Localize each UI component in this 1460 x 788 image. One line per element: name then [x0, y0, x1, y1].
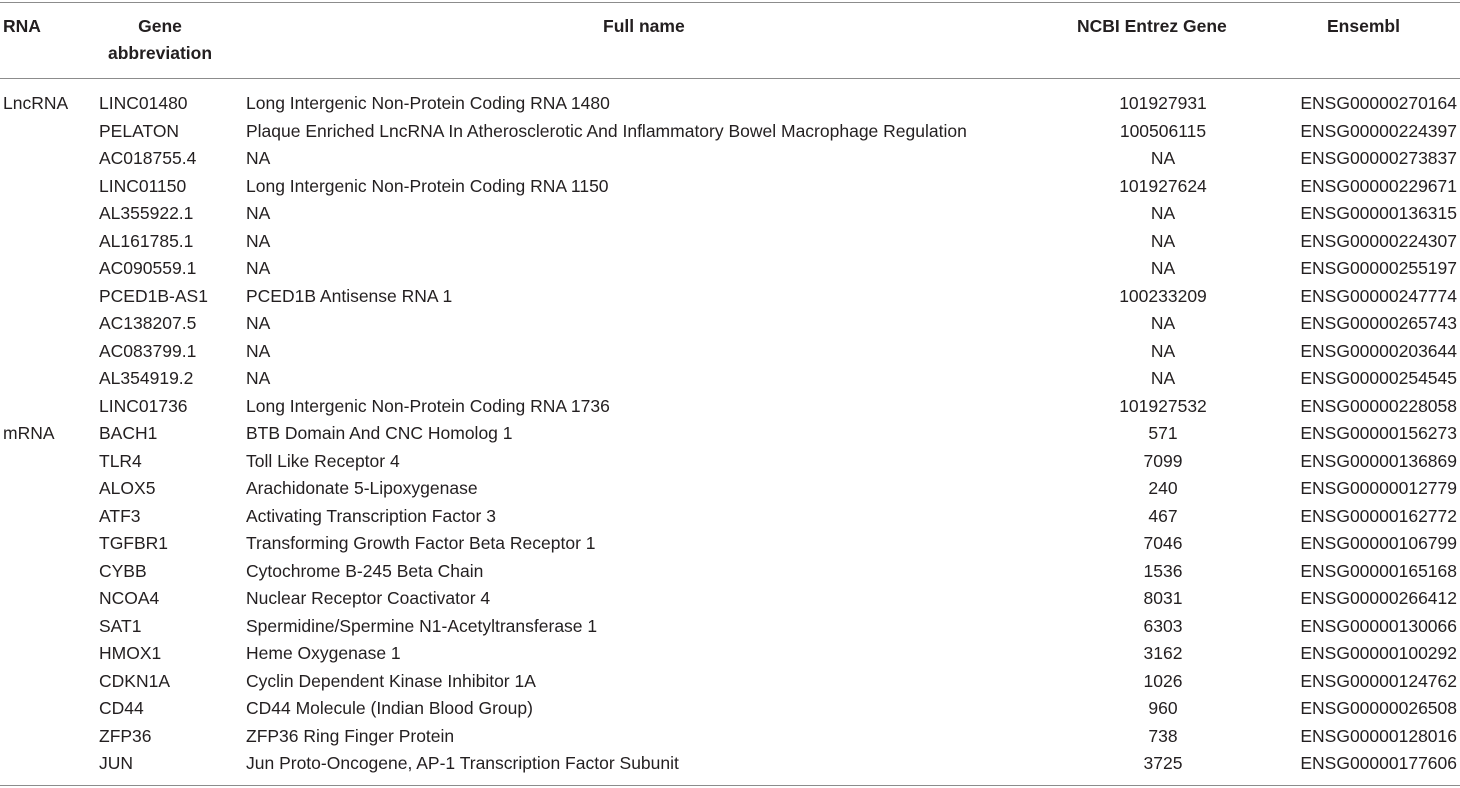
table-row [0, 173, 1460, 201]
cell-full-name: Spermidine/Spermine N1-Acetyltransferase 1 [246, 615, 598, 636]
cell-gene-abbreviation: AL354919.2 [99, 368, 194, 388]
table-row [0, 420, 1460, 448]
cell-ensembl: ENSG00000177606 [1300, 753, 1457, 773]
table-row [0, 365, 1460, 393]
cell-full-name: Long Intergenic Non-Protein Coding RNA 1150 [246, 175, 609, 196]
cell-ensembl: ENSG00000165168 [1300, 560, 1457, 581]
cell-ncbi-entrez-gene: 571 [1148, 423, 1178, 443]
cell-gene-abbreviation: PCED1B-AS1 [99, 285, 208, 306]
cell-full-name: NA [246, 258, 271, 278]
cell-full-name: Toll Like Receptor 4 [246, 450, 400, 471]
cell-ensembl: ENSG00000100292 [1300, 643, 1457, 663]
cell-full-name: CD44 Molecule (Indian Blood Group) [246, 698, 533, 718]
cell-ncbi-entrez-gene: 467 [1148, 505, 1178, 526]
cell-ensembl: ENSG00000228058 [1300, 395, 1457, 416]
cell-ensembl: ENSG00000266412 [1300, 588, 1457, 608]
cell-ncbi-entrez-gene: 101927532 [1119, 395, 1207, 416]
table-row [0, 200, 1460, 228]
cell-gene-abbreviation: NCOA4 [99, 588, 160, 608]
cell-gene-abbreviation: TLR4 [99, 450, 142, 471]
table-row [0, 145, 1460, 173]
header-ensembl: Ensembl [1327, 16, 1400, 36]
table-row [0, 255, 1460, 283]
cell-ensembl: ENSG00000224307 [1300, 230, 1457, 251]
cell-gene-abbreviation: LINC01150 [99, 175, 187, 196]
cell-gene-abbreviation: ATF3 [99, 505, 141, 526]
cell-ncbi-entrez-gene: 7046 [1143, 533, 1183, 553]
cell-ncbi-entrez-gene: 960 [1148, 698, 1178, 718]
cell-ncbi-entrez-gene: 1026 [1143, 670, 1183, 691]
cell-ncbi-entrez-gene: 738 [1148, 725, 1178, 746]
table-row [0, 640, 1460, 668]
cell-gene-abbreviation: CD44 [99, 698, 144, 718]
cell-ensembl: ENSG00000229671 [1300, 175, 1457, 196]
cell-ensembl: ENSG00000270164 [1300, 93, 1457, 113]
cell-ensembl: ENSG00000106799 [1300, 533, 1457, 553]
cell-gene-abbreviation: AC138207.5 [99, 313, 197, 333]
cell-ensembl: ENSG00000136315 [1300, 203, 1457, 223]
cell-full-name: BTB Domain And CNC Homolog 1 [246, 423, 513, 443]
table-row [0, 393, 1460, 421]
cell-full-name: Arachidonate 5-Lipoxygenase [246, 478, 478, 498]
cell-ncbi-entrez-gene: NA [1150, 340, 1176, 361]
cell-ensembl: ENSG00000203644 [1300, 340, 1457, 361]
cell-full-name: NA [246, 203, 271, 223]
cell-gene-abbreviation: AC083799.1 [99, 340, 197, 361]
cell-gene-abbreviation: BACH1 [99, 423, 158, 443]
cell-ncbi-entrez-gene: 1536 [1143, 560, 1183, 581]
cell-gene-abbreviation: JUN [99, 753, 134, 773]
cell-ensembl: ENSG00000026508 [1300, 698, 1457, 718]
cell-ensembl: ENSG00000130066 [1300, 615, 1457, 636]
cell-ncbi-entrez-gene: NA [1150, 368, 1176, 388]
cell-full-name: Cyclin Dependent Kinase Inhibitor 1A [246, 670, 536, 691]
cell-gene-abbreviation: CDKN1A [99, 670, 170, 691]
cell-ncbi-entrez-gene: 100506115 [1119, 120, 1207, 141]
cell-ensembl: ENSG00000162772 [1300, 505, 1457, 526]
cell-ensembl: ENSG00000273837 [1300, 148, 1457, 168]
table-body [0, 90, 1460, 778]
table-row [0, 613, 1460, 641]
table-row [0, 338, 1460, 366]
cell-gene-abbreviation: AC018755.4 [99, 148, 197, 168]
table-row [0, 475, 1460, 503]
table-row [0, 695, 1460, 723]
cell-ncbi-entrez-gene: 240 [1148, 478, 1178, 498]
cell-full-name: Long Intergenic Non-Protein Coding RNA 1736 [246, 395, 610, 416]
table-bottom-rule [0, 785, 1460, 786]
cell-full-name: Cytochrome B-245 Beta Chain [246, 560, 484, 581]
cell-ncbi-entrez-gene: 101927624 [1119, 175, 1207, 196]
cell-gene-abbreviation: AC090559.1 [99, 258, 197, 278]
cell-ensembl: ENSG00000136869 [1300, 450, 1457, 471]
cell-gene-abbreviation: PELATON [99, 120, 180, 141]
cell-ensembl: ENSG00000124762 [1300, 670, 1457, 691]
table-row [0, 228, 1460, 256]
table-row [0, 90, 1460, 118]
table-row [0, 668, 1460, 696]
header-gene-abbreviation-line1: Gene [138, 16, 182, 36]
cell-ncbi-entrez-gene: NA [1150, 313, 1176, 333]
table-header-rule [0, 78, 1460, 79]
cell-full-name: Long Intergenic Non-Protein Coding RNA 1480 [246, 93, 610, 113]
cell-gene-abbreviation: AL161785.1 [99, 230, 194, 251]
cell-ncbi-entrez-gene: 101927931 [1119, 93, 1207, 113]
cell-gene-abbreviation: LINC01480 [99, 93, 188, 113]
table-row [0, 448, 1460, 476]
cell-ensembl: ENSG00000247774 [1300, 285, 1457, 306]
header-ncbi-entrez-gene: NCBI Entrez Gene [1077, 16, 1227, 36]
cell-gene-abbreviation: HMOX1 [99, 643, 162, 663]
table-row [0, 310, 1460, 338]
cell-full-name: NA [246, 340, 271, 361]
cell-ensembl: ENSG00000224397 [1300, 120, 1457, 141]
cell-ensembl: ENSG00000254545 [1300, 368, 1457, 388]
cell-gene-abbreviation: TGFBR1 [99, 533, 169, 553]
table-row [0, 283, 1460, 311]
cell-ncbi-entrez-gene: 100233209 [1119, 285, 1207, 306]
table-row [0, 750, 1460, 778]
cell-full-name: NA [246, 148, 271, 168]
cell-full-name: Plaque Enriched LncRNA In Atherosclerotic And Inflammatory Bowel Macrophage Regulation [246, 120, 967, 141]
table-row [0, 503, 1460, 531]
cell-full-name: NA [246, 368, 271, 388]
cell-full-name: NA [246, 230, 271, 251]
cell-full-name: PCED1B Antisense RNA 1 [246, 285, 453, 306]
cell-rna-type: LncRNA [3, 93, 69, 113]
cell-ensembl: ENSG00000156273 [1300, 423, 1457, 443]
cell-ncbi-entrez-gene: NA [1150, 203, 1176, 223]
cell-gene-abbreviation: CYBB [99, 560, 147, 581]
cell-ncbi-entrez-gene: 8031 [1143, 588, 1183, 608]
cell-full-name: ZFP36 Ring Finger Protein [246, 725, 455, 746]
cell-gene-abbreviation: LINC01736 [99, 395, 188, 416]
cell-rna-type: mRNA [3, 423, 55, 443]
table-row [0, 118, 1460, 146]
cell-full-name: NA [246, 313, 271, 333]
table-row [0, 585, 1460, 613]
cell-ensembl: ENSG00000128016 [1300, 725, 1457, 746]
cell-gene-abbreviation: ALOX5 [99, 478, 156, 498]
cell-ensembl: ENSG00000255197 [1300, 258, 1457, 278]
header-gene-abbreviation [98, 13, 222, 67]
cell-full-name: Transforming Growth Factor Beta Receptor 1 [246, 533, 596, 553]
cell-full-name: Heme Oxygenase 1 [246, 643, 401, 663]
table-row [0, 723, 1460, 751]
cell-ncbi-entrez-gene: 3162 [1143, 643, 1183, 663]
cell-gene-abbreviation: SAT1 [99, 615, 142, 636]
table-top-rule [0, 2, 1460, 3]
cell-ensembl: ENSG00000265743 [1300, 313, 1457, 333]
cell-full-name: Activating Transcription Factor 3 [246, 505, 496, 526]
cell-ncbi-entrez-gene: NA [1150, 148, 1176, 168]
cell-ncbi-entrez-gene: NA [1150, 258, 1176, 278]
header-rna: RNA [3, 16, 41, 36]
cell-ensembl: ENSG00000012779 [1300, 478, 1457, 498]
table-row [0, 558, 1460, 586]
cell-gene-abbreviation: ZFP36 [99, 725, 152, 746]
cell-full-name: Jun Proto-Oncogene, AP-1 Transcription Factor Subunit [246, 753, 679, 773]
cell-gene-abbreviation: AL355922.1 [99, 203, 194, 223]
header-full-name: Full name [603, 16, 685, 36]
table-row [0, 530, 1460, 558]
cell-ncbi-entrez-gene: 6303 [1143, 615, 1183, 636]
header-gene-abbreviation-line2: abbreviation [107, 43, 213, 63]
cell-full-name: Nuclear Receptor Coactivator 4 [246, 588, 491, 608]
cell-ncbi-entrez-gene: 3725 [1143, 753, 1183, 773]
cell-ncbi-entrez-gene: 7099 [1143, 450, 1183, 471]
cell-ncbi-entrez-gene: NA [1150, 230, 1176, 251]
